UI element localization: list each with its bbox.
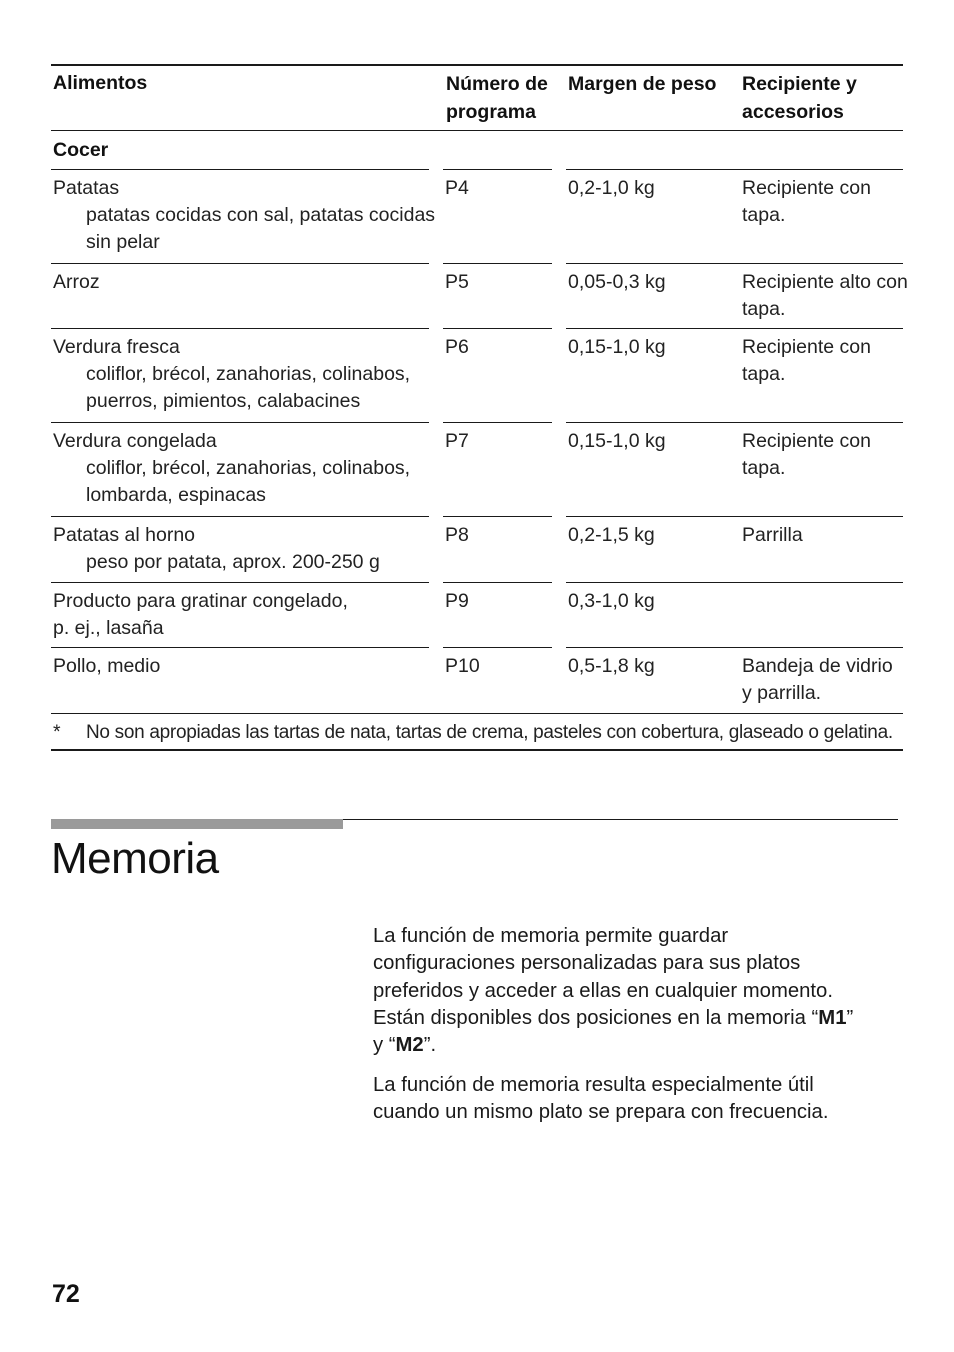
row-detail: peso por patata, aprox. 200-250 g (86, 551, 380, 573)
row-container-line1: Parrilla (742, 524, 803, 546)
paragraph-line: configuraciones personalizadas para sus platos (373, 952, 801, 975)
row-rule-a (51, 516, 429, 517)
text-span: ” (846, 1006, 854, 1029)
table-row (53, 269, 100, 296)
row-food: Arroz (53, 271, 100, 293)
row-rule-b (443, 328, 552, 329)
table-row (53, 653, 160, 680)
row-rule-b (443, 582, 552, 583)
row-detail: sin pelar (86, 231, 160, 253)
rule-after-cocer-c (566, 169, 903, 170)
header-container (742, 70, 857, 126)
section-rule (343, 819, 898, 820)
memory-m2-label: M2 (395, 1034, 424, 1057)
row-rule-c (566, 647, 903, 648)
row-container-line2: tapa. (742, 363, 786, 385)
row-container-line1: Recipiente con (742, 177, 871, 199)
row-container-line2: tapa. (742, 457, 786, 479)
row-container-line1: Recipiente con (742, 336, 871, 358)
row-rule-a (51, 647, 429, 648)
table-row (53, 428, 410, 509)
header-bottom-rule (51, 130, 903, 131)
row-rule-c (566, 263, 903, 264)
row-container (742, 334, 871, 388)
row-container (742, 653, 893, 707)
table-row (53, 175, 435, 256)
footnote-text: No son apropiadas las tartas de nata, tartas de crema, pasteles con cobertura, glaseado o gelatina. (86, 722, 893, 743)
row-weight: 0,3-1,0 kg (568, 590, 655, 612)
paragraph-line: La función de memoria permite guardar (373, 925, 729, 947)
header-weight: Margen de peso (568, 73, 717, 95)
section-accent-bar (51, 819, 343, 829)
row-food: Pollo, medio (53, 655, 161, 677)
table-top-rule (51, 64, 903, 66)
paragraph-line (373, 1005, 903, 1032)
table-row (53, 588, 348, 642)
row-container-line2: tapa. (742, 204, 786, 226)
row-program: P4 (445, 177, 469, 199)
text-span: ”. (423, 1034, 437, 1057)
footnote-mark: * (53, 721, 61, 743)
paragraph-1 (373, 923, 903, 1059)
paragraph-line (373, 1032, 903, 1059)
row-rule-a (51, 328, 429, 329)
row-food: Verdura fresca (53, 336, 180, 358)
page-number: 72 (52, 1280, 80, 1308)
row-program: P6 (445, 336, 469, 358)
row-rule-b (443, 516, 552, 517)
section-label-cocer: Cocer (53, 139, 109, 161)
row-detail: coliflor, brécol, zanahorias, colinabos, (86, 457, 411, 479)
text-span: Están disponibles dos posiciones en la memoria “ (373, 1006, 819, 1029)
row-weight: 0,5-1,8 kg (568, 655, 655, 677)
row-food: Verdura congelada (53, 430, 217, 452)
footnote-top-rule (51, 713, 903, 714)
header-food: Alimentos (53, 72, 148, 94)
row-container (742, 522, 803, 549)
table-row (53, 334, 410, 415)
paragraph-line: preferidos y acceder a ellas en cualquier momento. (373, 979, 833, 1002)
row-container-line2: tapa. (742, 298, 786, 320)
memory-m1-label: M1 (818, 1006, 847, 1029)
paragraph-line: cuando un mismo plato se prepara con frecuencia. (373, 1101, 829, 1124)
row-program: P10 (445, 655, 480, 677)
header-container-line2: accesorios (742, 101, 844, 123)
header-program-line1: Número de (446, 73, 548, 95)
paragraph-line: La función de memoria resulta especialmente útil (373, 1074, 814, 1096)
header-program (446, 70, 548, 126)
row-weight: 0,2-1,5 kg (568, 524, 655, 546)
row-container-line1: Recipiente alto con (742, 271, 908, 293)
text-span: y “ (373, 1034, 396, 1057)
row-container-line1: Recipiente con (742, 430, 871, 452)
row-rule-c (566, 422, 903, 423)
table-bottom-rule (51, 749, 903, 751)
row-food: Producto para gratinar congelado, (53, 590, 348, 612)
row-detail: p. ej., lasaña (53, 617, 164, 639)
row-rule-a (51, 422, 429, 423)
rule-after-cocer-b (443, 169, 552, 170)
row-food: Patatas (53, 177, 120, 199)
row-container-line1: Bandeja de vidrio (742, 655, 893, 677)
row-weight: 0,05-0,3 kg (568, 271, 666, 293)
row-program: P8 (445, 524, 469, 546)
row-container (742, 175, 871, 229)
rule-after-cocer-a (51, 169, 429, 170)
table-row (53, 522, 380, 576)
row-weight: 0,15-1,0 kg (568, 430, 666, 452)
row-program: P7 (445, 430, 469, 452)
row-rule-b (443, 263, 552, 264)
row-rule-b (443, 422, 552, 423)
section-title: Memoria (51, 834, 219, 883)
header-container-line1: Recipiente y (742, 73, 857, 95)
header-program-line2: programa (446, 101, 536, 123)
row-container (742, 428, 871, 482)
row-rule-b (443, 647, 552, 648)
row-detail: lombarda, espinacas (86, 484, 266, 506)
row-rule-c (566, 582, 903, 583)
row-rule-a (51, 263, 429, 264)
row-detail: coliflor, brécol, zanahorias, colinabos, (86, 363, 411, 385)
row-weight: 0,2-1,0 kg (568, 177, 655, 199)
row-rule-a (51, 582, 429, 583)
row-food: Patatas al horno (53, 524, 196, 546)
row-rule-c (566, 328, 903, 329)
paragraph-2 (373, 1072, 903, 1127)
row-program: P5 (445, 271, 469, 293)
row-detail: patatas cocidas con sal, patatas cocidas (86, 204, 436, 226)
row-program: P9 (445, 590, 469, 612)
row-container (742, 269, 908, 323)
row-weight: 0,15-1,0 kg (568, 336, 666, 358)
row-container-line2: y parrilla. (742, 682, 822, 704)
row-detail: puerros, pimientos, calabacines (86, 390, 361, 412)
row-rule-c (566, 516, 903, 517)
